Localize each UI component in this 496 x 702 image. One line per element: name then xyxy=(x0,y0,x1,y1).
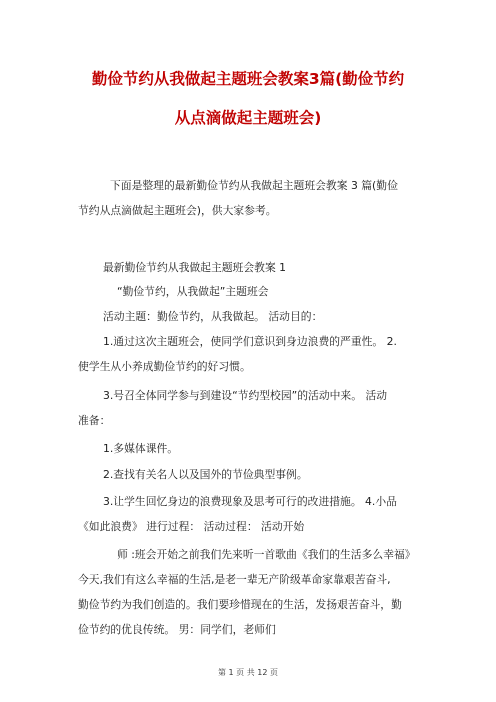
page-number-footer: 第 1 页 共 12 页 xyxy=(218,668,278,677)
goal-line-1a: 1.通过这次主题班会，使同学们意识到身边浪费的严重性。 2. xyxy=(103,335,397,348)
intro-line-2: 节约从点滴做起主题班会)，供大家参考。 xyxy=(78,204,277,217)
intro-line-1: 下面是整理的最新勤俭节约从我做起主题班会教案 3 篇(勤俭 xyxy=(110,179,398,192)
prep-line-3b: 《如此浪费》 进行过程： 活动过程： 活动开始 xyxy=(78,520,305,533)
section-heading: 最新勤俭节约从我做起主题班会教案 1 xyxy=(103,261,287,274)
theme-line: “勤俭节约，从我做起”主题班会 xyxy=(117,285,269,298)
goal-line-3b: 准备： xyxy=(78,414,111,427)
activity-theme-line: 活动主题：勤俭节约，从我做起。 活动目的： xyxy=(103,310,323,323)
prep-line-1: 1.多媒体课件。 xyxy=(103,442,179,455)
prep-line-2: 2.查找有关名人以及国外的节俭典型事例。 xyxy=(103,468,308,481)
document-title-line-2: 从点滴做起主题班会) xyxy=(174,109,322,127)
goal-line-3a: 3.号召全体同学参与到建设“节约型校园”的活动中来。 活动 xyxy=(103,389,388,402)
teacher-line-a: 师 :班会开始之前我们先来听一首歌曲《我们的生活多么幸福》 xyxy=(117,548,416,561)
teacher-line-c: 勤俭节约为我们创造的。我们要珍惜现在的生活，发扬艰苦奋斗，勤 xyxy=(78,598,402,611)
teacher-line-d: 俭节约的优良传统。 男：同学们，老师们 xyxy=(78,623,276,636)
teacher-line-b: 今天,我们有这么幸福的生活,是老一辈无产阶级革命家靠艰苦奋斗, xyxy=(78,573,391,586)
goal-line-1b: 使学生从小养成勤俭节约的好习惯。 xyxy=(78,360,251,373)
prep-line-3a: 3.让学生回忆身边的浪费现象及思考可行的改进措施。 4.小品 xyxy=(103,495,397,508)
document-title-line-1: 勤俭节约从我做起主题班会教案3篇(勤俭节约 xyxy=(91,70,405,88)
